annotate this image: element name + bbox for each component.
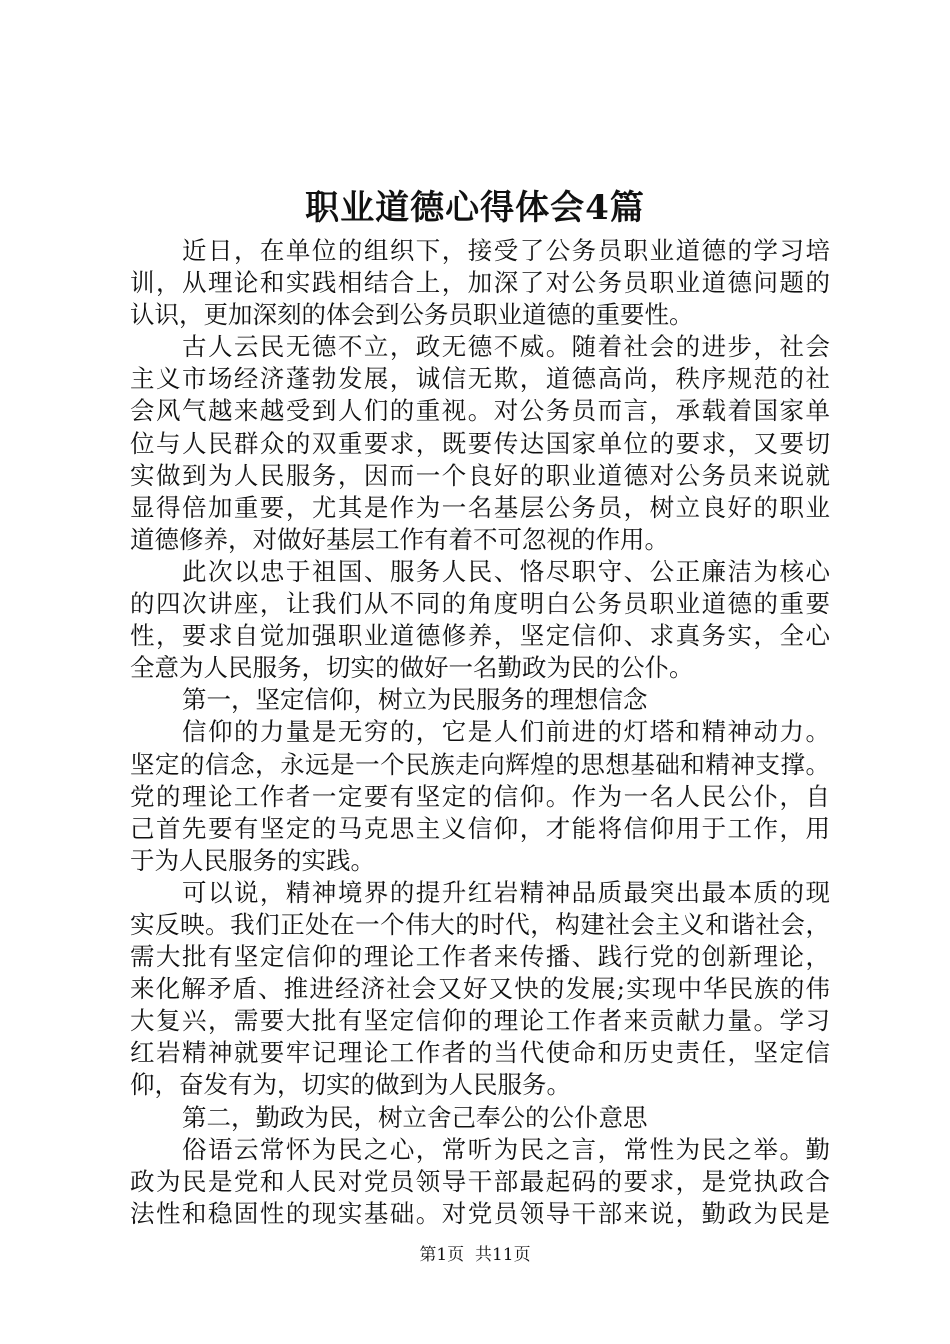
body-text-line: 的四次讲座，让我们从不同的角度明白公务员职业道德的重要 xyxy=(130,589,830,619)
body-text-line: 会风气越来越受到人们的重视。对公务员而言，承载着国家单 xyxy=(130,396,830,426)
body-text-line: 道德修养，对做好基层工作有着不可忽视的作用。 xyxy=(130,524,669,554)
body-text-line: 仰，奋发有为，切实的做到为人民服务。 xyxy=(130,1070,571,1100)
document-body xyxy=(130,235,830,1230)
body-text-line: 于为人民服务的实践。 xyxy=(130,845,375,875)
body-text-line: 实反映。我们正处在一个伟大的时代，构建社会主义和谐社会， xyxy=(130,909,830,939)
body-text-line: 第一，坚定信仰，树立为民服务的理想信念 xyxy=(182,685,648,715)
body-text-line: 显得倍加重要，尤其是作为一名基层公务员，树立良好的职业 xyxy=(130,492,830,522)
page-number-label: 第1页 共11页 xyxy=(419,1245,531,1265)
body-text-line: 训，从理论和实践相结合上，加深了对公务员职业道德问题的 xyxy=(130,268,830,298)
body-text-line: 古人云民无德不立，政无德不威。随着社会的进步，社会 xyxy=(182,332,830,362)
body-text-line: 主义市场经济蓬勃发展，诚信无欺，道德高尚，秩序规范的社 xyxy=(130,364,830,394)
body-text-line: 法性和稳固性的现实基础。对党员领导干部来说，勤政为民是 xyxy=(130,1198,830,1228)
body-text-line: 来化解矛盾、推进经济社会又好又快的发展;实现中华民族的伟 xyxy=(130,974,830,1004)
document-title: 职业道德心得体会4篇 xyxy=(305,188,645,228)
body-text-line: 大复兴，需要大批有坚定信仰的理论工作者来贡献力量。学习 xyxy=(130,1006,830,1036)
body-text-line: 政为民是党和人民对党员领导干部最起码的要求，是党执政合 xyxy=(130,1166,830,1196)
body-text-line: 位与人民群众的双重要求，既要传达国家单位的要求，又要切 xyxy=(130,428,830,458)
body-text-line: 第二，勤政为民，树立舍己奉公的公仆意思 xyxy=(182,1102,648,1132)
body-text-line: 可以说，精神境界的提升红岩精神品质最突出最本质的现 xyxy=(182,877,830,907)
body-text-line: 此次以忠于祖国、服务人民、恪尽职守、公正廉洁为核心 xyxy=(182,556,830,586)
body-text-line: 俗语云常怀为民之心，常听为民之言，常性为民之举。勤 xyxy=(182,1134,830,1164)
body-text-line: 己首先要有坚定的马克思主义信仰，才能将信仰用于工作，用 xyxy=(130,813,830,843)
body-text-line: 红岩精神就要牢记理论工作者的当代使命和历史责任，坚定信 xyxy=(130,1038,830,1068)
body-text-line: 需大批有坚定信仰的理论工作者来传播、践行党的创新理论， xyxy=(130,942,830,972)
body-text-line: 认识，更加深刻的体会到公务员职业道德的重要性。 xyxy=(130,300,694,330)
body-text-line: 坚定的信念，永远是一个民族走向辉煌的思想基础和精神支撑。 xyxy=(130,749,830,779)
page-footer xyxy=(0,1243,950,1267)
body-text-line: 全意为人民服务，切实的做好一名勤政为民的公仆。 xyxy=(130,653,694,683)
body-text-line: 党的理论工作者一定要有坚定的信仰。作为一名人民公仆，自 xyxy=(130,781,830,811)
body-text-line: 实做到为人民服务，因而一个良好的职业道德对公务员来说就 xyxy=(130,460,830,490)
body-text-line: 信仰的力量是无穷的，它是人们前进的灯塔和精神动力。 xyxy=(182,717,830,747)
body-text-line: 近日，在单位的组织下，接受了公务员职业道德的学习培 xyxy=(182,236,830,265)
body-text-line: 性，要求自觉加强职业道德修养，坚定信仰、求真务实，全心 xyxy=(130,621,830,651)
